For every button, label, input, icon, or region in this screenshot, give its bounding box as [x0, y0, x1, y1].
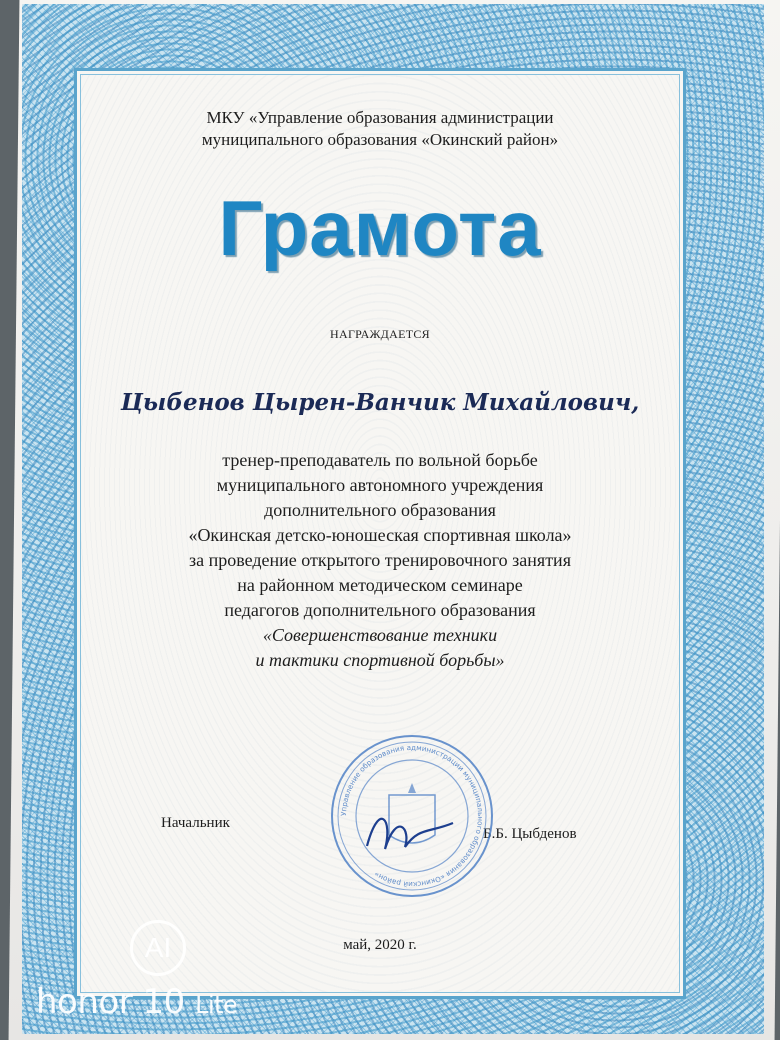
seminar-title-line-1: «Совершенствование техники — [262, 625, 498, 645]
camera-watermark — [36, 920, 296, 1030]
description-line: «Окинская детско-юношеская спортивная школа» — [188, 525, 572, 545]
certificate-body — [74, 68, 686, 999]
seminar-title-line-2: и тактики спортивной борьбы» — [255, 650, 505, 670]
signature-stroke — [367, 819, 453, 849]
seal-emblem-icon — [389, 795, 435, 843]
award-description — [77, 448, 683, 673]
awarded-label: НАГРАЖДАЕТСЯ — [330, 327, 430, 341]
official-seal — [327, 731, 497, 901]
description-line: дополнительного образования — [264, 500, 496, 520]
ai-badge: AI — [130, 920, 186, 976]
camera-brand — [36, 982, 237, 1022]
description-line: муниципального автономного учреждения — [216, 475, 544, 495]
organization-line-2: муниципального образования «Окинский район» — [201, 130, 559, 149]
certificate-title: Грамота — [218, 184, 542, 272]
brand-model: Lite — [195, 991, 238, 1019]
organization-line-1: МКУ «Управление образования администрации — [206, 108, 554, 127]
recipient-name: Цыбенов Цырен-Ванчик Михайлович, — [120, 389, 640, 416]
brand-name: honor 10 — [36, 982, 185, 1022]
signer-title: Начальник — [161, 815, 230, 831]
seal-text: Управление образования администрации муниципального образования «Окинский район» — [338, 742, 486, 890]
signer-name: Б.Б. Цыбденов — [483, 826, 577, 842]
description-line: тренер-преподаватель по вольной борьбе — [222, 450, 538, 470]
organization-header — [77, 107, 683, 151]
description-line: педагогов дополнительного образования — [224, 600, 536, 620]
description-line: за проведение открытого тренировочного занятия — [189, 550, 571, 570]
issue-date: май, 2020 г. — [343, 937, 417, 953]
description-line: на районном методическом семинаре — [237, 575, 523, 595]
